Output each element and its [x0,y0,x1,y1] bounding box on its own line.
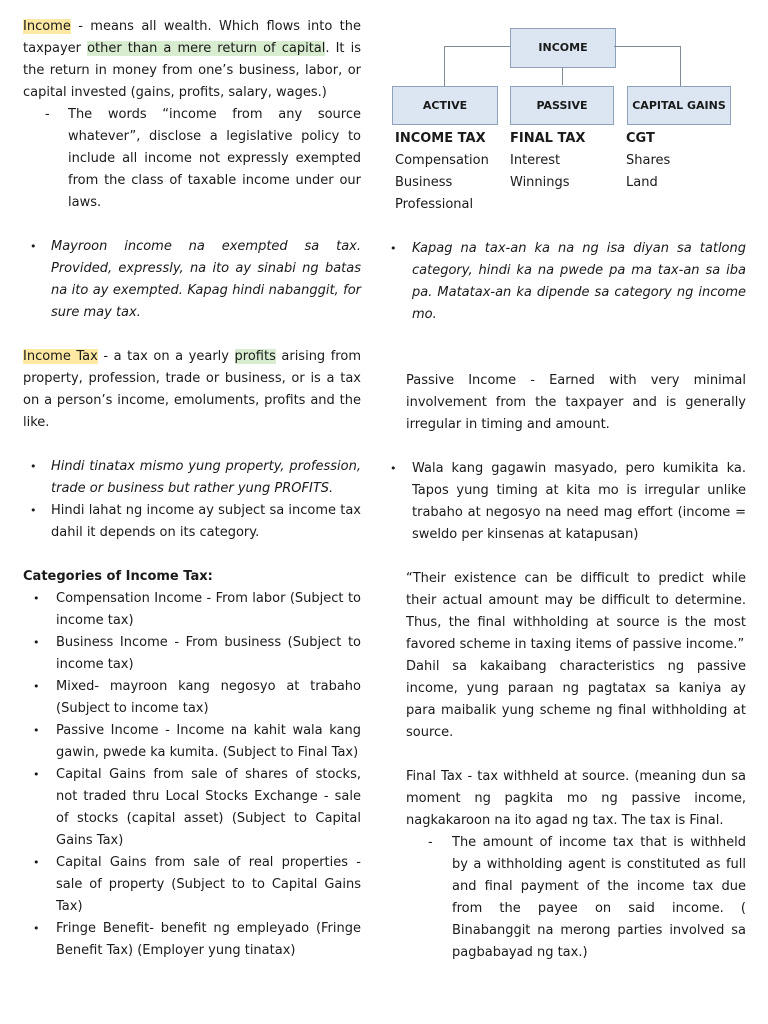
highlight-return-of-capital: other than a mere return of capital [87,41,326,56]
quote-paragraph: “Their existence can be difficult to predict while their actual amount may be difficult to determine. Thus, the final withholding at source is the most favored scheme in taxing items of passive income.” [406,571,746,652]
column-cgt [626,128,670,194]
category-item: • Compensation Income - From labor (Subject to income tax) [23,588,361,632]
bullet-icon: • [33,680,40,693]
column-item: Shares [626,153,671,168]
diagram-connector [680,46,681,86]
dash-item-final-tax: - The amount of income tax that is withheld by a withholding agent is constituted as full and final payment of the income tax due from the payee on said income. ( Binabanggit na merong parties involved sa pagbabayad ng tax.) [390,832,746,964]
bullet-category-depends: • Hindi lahat ng income ay subject sa income tax dahil it depends on its category. [23,500,361,544]
highlight-profits: profits [234,349,276,364]
column-item: Professional [395,197,474,212]
bullet-icon: • [33,768,40,781]
diagram-connector [444,46,510,47]
bullet-icon: • [33,724,40,737]
category-item: • Capital Gains from sale of real properties - sale of property (Subject to to Capital Gains Tax) [23,852,361,918]
dash-item-source-whatever: - The words “income from any source whatever”, disclose a legislative policy to include all income not expressly exempted from the class of taxable income under our laws. [23,104,361,214]
category-item: • Capital Gains from sale of shares of stocks, not traded thru Local Stocks Exchange - sale of stocks (capital asset) (Subject to Capital Gains Tax) [23,764,361,852]
column-header: CGT [626,131,655,146]
final-tax-definition: Final Tax - tax withheld at source. (meaning dun sa moment ng pagkita mo ng passive income, nagkakaroon na ito agad ng tax. The tax is Final. [406,769,746,828]
bullet-icon: • [390,462,397,475]
tax-columns [390,128,746,216]
column-header: INCOME TAX [395,131,486,146]
bullet-passive-explained: • Wala kang gagawin masyado, pero kumikita ka. Tapos yung timing at kita mo is irregular unlike trabaho at negosyo na need mag effort (income = sweldo per kinsenas at katapusan) [390,458,746,546]
category-item: • Business Income - From business (Subject to income tax) [23,632,361,676]
dash-marker: - [428,835,433,850]
income-tax-term: Income Tax [23,349,98,364]
categories-heading: Categories of Income Tax: [23,569,213,584]
income-definition: Income - means all wealth. Which flows into the taxpayer other than a mere return of capital. It is the return in money from one’s business, labor, or capital invested (gains, profits, salary, wages.) [23,19,361,100]
diagram-box-passive: PASSIVE [510,86,614,125]
income-term: Income [23,19,71,34]
column-item: Compensation [395,153,489,168]
column-item: Winnings [510,175,570,190]
bullet-icon: • [33,636,40,649]
dash-marker: - [45,107,50,122]
category-item: • Passive Income - Income na kahit wala kang gawin, pwede ka kumita. (Subject to Final Tax) [23,720,361,764]
column-item: Land [626,175,658,190]
left-column [23,16,361,962]
column-item: Interest [510,153,561,168]
dahil-paragraph: Dahil sa kakaibang characteristics ng passive income, yung paraan ng pagtatax sa kaniya ay para maibalik yung scheme ng final withholding at source. [406,659,746,740]
bullet-icon: • [390,242,397,255]
diagram-connector [444,46,445,86]
bullet-icon: • [33,592,40,605]
bullet-exempted: • Mayroon income na exempted sa tax. Provided, expressly, na ito ay sinabi ng batas na ito ay exempted. Kapag hindi nabanggit, for sure may tax. [23,236,361,324]
income-diagram [390,16,746,128]
passive-income-definition: Passive Income - Earned with very minimal involvement from the taxpayer and is generally irregular in timing and amount. [406,373,746,432]
column-header: FINAL TAX [510,131,586,146]
category-item: • Fringe Benefit- benefit ng empleyado (Fringe Benefit Tax) (Employer yung tinatax) [23,918,361,962]
bullet-category-rule: • Kapag na tax-an ka na ng isa diyan sa tatlong category, hindi ka na pwede pa ma tax-an sa iba pa. Matatax-an ka dipende sa category ng income mo. [390,238,746,326]
bullet-icon: • [33,922,40,935]
diagram-connector [562,67,563,85]
column-item: Business [395,175,453,190]
diagram-box-active: ACTIVE [392,86,498,125]
bullet-icon: • [30,460,37,473]
bullet-icon: • [30,240,37,253]
bullet-icon: • [30,504,37,517]
diagram-connector [614,46,680,47]
diagram-box-capital-gains: CAPITAL GAINS [627,86,731,125]
diagram-box-income: INCOME [510,28,616,68]
category-item: • Mixed- mayroon kang negosyo at trabaho (Subject to income tax) [23,676,361,720]
right-column [390,16,746,964]
column-final-tax [510,128,585,194]
income-tax-definition: Income Tax - a tax on a yearly profits arising from property, profession, trade or business, or is a tax on a person’s income, emoluments, profits and the like. [23,349,361,430]
bullet-profits: • Hindi tinatax mismo yung property, profession, trade or business but rather yung PROFITS. [23,456,361,500]
bullet-icon: • [33,856,40,869]
column-income-tax [395,128,489,216]
